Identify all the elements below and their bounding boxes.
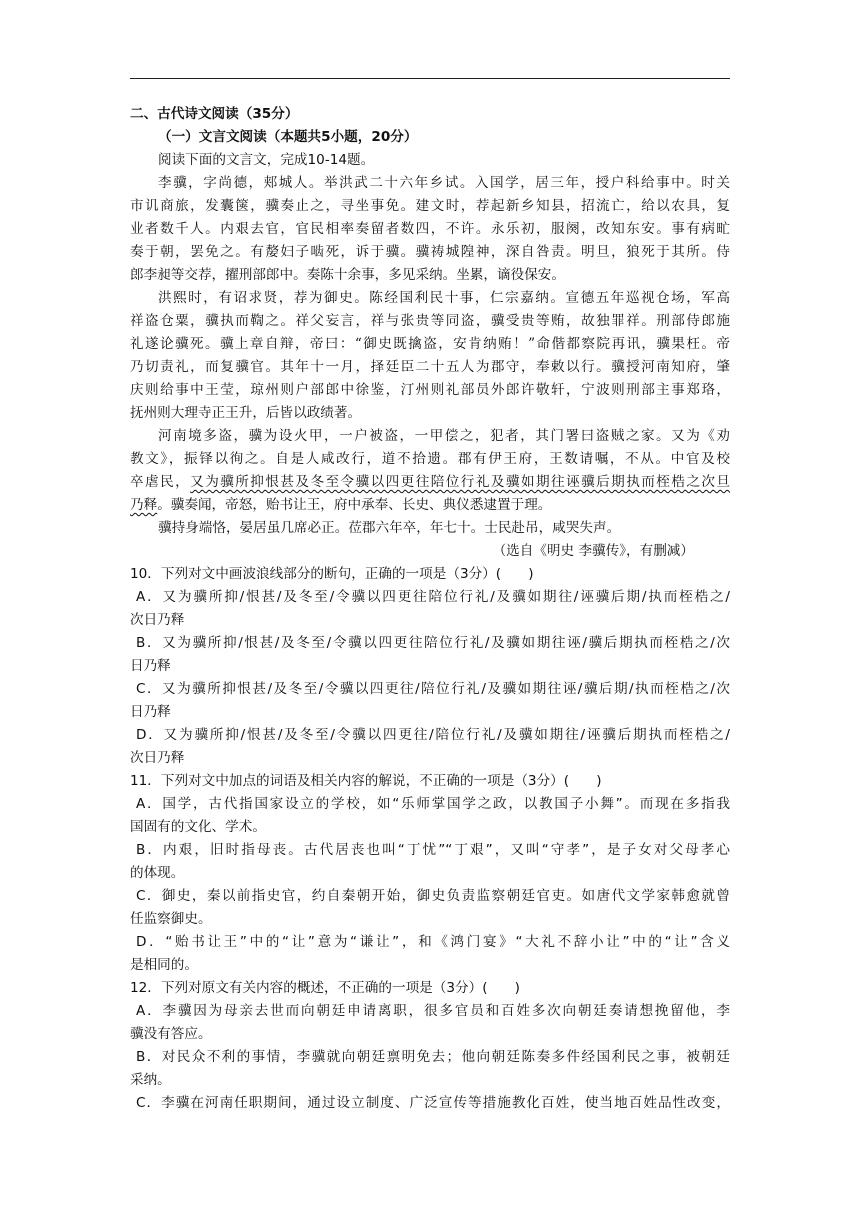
option-a-cont: 次日乃释 bbox=[130, 612, 185, 628]
option-c-cont: 日乃释 bbox=[130, 704, 171, 720]
passage-line bbox=[130, 494, 730, 517]
passage-line: 祥盗仓粟，骥执而鞫之。祥父妄言，祥与张贵等同盗，骥受贵等贿，故独罪祥。刑部侍郎施 bbox=[130, 313, 730, 329]
header-rule bbox=[130, 78, 730, 79]
question-stem: 12．下列对原文有关内容的概述，不正确的一项是（3分）( ) bbox=[130, 980, 520, 996]
passage-line: 河南境多盗，骥为设火甲，一户被盗，一甲偿之，犯者，其门署曰盗贼之家。又为《劝 bbox=[158, 428, 730, 444]
subsection-title: （一）文言文阅读（本题共5小题，20分） bbox=[158, 129, 418, 145]
section-title: 二、古代诗文阅读（35分） bbox=[130, 106, 299, 122]
option-b-cont: 日乃释 bbox=[130, 658, 171, 674]
option-d-cont: 次日乃释 bbox=[130, 750, 185, 766]
option-a-cont: 国固有的文化、学术。 bbox=[130, 819, 266, 835]
option-c-cont: 任监察御史。 bbox=[130, 911, 212, 927]
option-b: B．对民众不利的事情，李骥就向朝廷禀明免去；他向朝廷陈奏多件经国利民之事，被朝廷 bbox=[136, 1049, 730, 1065]
option-d: D．“贻书让王”中的“让”意为“谦让”，和《鸿门宴》“大礼不辞小让”中的“让”含义 bbox=[136, 934, 730, 950]
passage-line: 骥持身端恪，晏居虽几席必正。莅郡六年卒，年七十。士民赴吊，咸哭失声。 bbox=[158, 520, 621, 536]
passage-text: 。骥奏闻，帝怒，贻书让王，府中承奉、长史、典仪悉逮置于理。 bbox=[157, 497, 552, 513]
option-d: D．又为骥所抑/恨甚/及冬至/令骥以四更往/陪位行礼/及骥如期往/诬骥后期执而桎梏之/ bbox=[136, 727, 730, 743]
passage-line: 业者数千人。内艰去官，官民相率奏留者数四，不许。永乐初，服阕，改知东安。事有病甿 bbox=[130, 221, 730, 237]
option-a: A．国学，古代指国家设立的学校，如“乐师掌国学之政，以教国子小舞”。而现在多指我 bbox=[136, 796, 730, 812]
document-content bbox=[130, 103, 730, 1115]
passage-line: 市讥商旅，发囊箧，骥奏止之，寻坐事免。建文时，荐起新乡知县，招流亡，给以农具，复 bbox=[130, 198, 730, 214]
option-c: C．又为骥所抑恨甚/及冬至/令骥以四更往/陪位行礼/及骥如期往诬/骥后期/执而桎梏之/次 bbox=[136, 681, 730, 697]
option-b: B．又为骥所抑/恨甚/及冬至/令骥以四更往陪位行礼/及骥如期往诬/骥后期执而桎梏之/次 bbox=[136, 635, 730, 651]
passage-line: 洪熙时，有诏求贤，荐为御史。陈经国利民十事，仁宗嘉纳。宣德五年巡视仓场，军高 bbox=[158, 290, 730, 306]
option-c: C．御史，秦以前指史官，约自秦朝开始，御史负责监察朝廷官吏。如唐代文学家韩愈就曾 bbox=[136, 888, 730, 904]
option-a-cont: 骥没有答应。 bbox=[130, 1026, 212, 1042]
option-c: C．李骥在河南任职期间，通过设立制度、广泛宣传等措施教化百姓，使当地百姓品性改变， bbox=[136, 1095, 730, 1111]
passage-line: 郎李昶等交荐，擢刑部郎中。奏陈十余事，多见采纳。坐累，谪役保安。 bbox=[130, 267, 565, 283]
passage-text: 卒虐民， bbox=[130, 474, 191, 490]
option-d-cont: 是相同的。 bbox=[130, 957, 198, 973]
passage-line: 奏于朝，罢免之。有嫠妇子啮死，诉于骥。骥祷城隍神，深自咎责。明旦，狼死于其所。侍 bbox=[130, 244, 730, 260]
passage-line bbox=[130, 471, 730, 494]
option-b-cont: 的体现。 bbox=[130, 865, 185, 881]
option-b: B．内艰，旧时指母丧。古代居丧也叫“丁忧”“丁艰”，又叫“守孝”，是子女对父母孝心 bbox=[136, 842, 730, 858]
passage-line: 乃切责礼，而复骥官。其年十一月，择廷臣二十五人为郡守，奉敕以行。骥授河南知府，肇 bbox=[130, 359, 730, 375]
wavy-underlined-text: 又为骥所抑恨甚及冬至令骥以四更往陪位行礼及骥如期往诬骥后期执而桎梏之次旦 bbox=[190, 474, 730, 490]
wavy-underlined-text: 乃释 bbox=[130, 497, 158, 513]
option-a: A．李骥因为母亲去世而向朝廷申请离职，很多官员和百姓多次向朝廷奏请想挽留他，李 bbox=[136, 1003, 730, 1019]
question-stem: 10．下列对文中画波浪线部分的断句，正确的一项是（3分）( ) bbox=[130, 566, 534, 582]
option-b-cont: 采纳。 bbox=[130, 1072, 171, 1088]
question-stem: 11．下列对文中加点的词语及相关内容的解说，不正确的一项是（3分）( ) bbox=[130, 773, 602, 789]
passage-line: 李骥，字尚德，郏城人。举洪武二十六年乡试。入国学，居三年，授户科给事中。时关 bbox=[158, 175, 730, 191]
instruction: 阅读下面的文言文，完成10-14题。 bbox=[158, 152, 375, 168]
passage-line: 庆则给事中王莹，琼州则户部郎中徐鉴，汀州则礼部员外郎许敬轩，宁波则刑部主事郑珞， bbox=[130, 382, 730, 398]
source-citation: （选自《明史 李骥传》，有删减） bbox=[492, 543, 694, 559]
passage-line: 抚州则大理寺正王升，后皆以政绩著。 bbox=[130, 405, 362, 421]
passage-line: 礼遂论骥死。骥上章自辩，帝曰：“御史既擒盗，安肯纳贿！”命偕都察院再讯，骥果枉。帝 bbox=[130, 336, 730, 352]
option-a: A．又为骥所抑/恨甚/及冬至/令骥以四更往陪位行礼/及骥如期往/诬骥后期/执而桎梏之/ bbox=[136, 589, 730, 605]
passage-line: 教文》，振铎以徇之。自是人咸改行，道不拾遗。郡有伊王府，王数请嘱，不从。中官及校 bbox=[130, 451, 730, 467]
